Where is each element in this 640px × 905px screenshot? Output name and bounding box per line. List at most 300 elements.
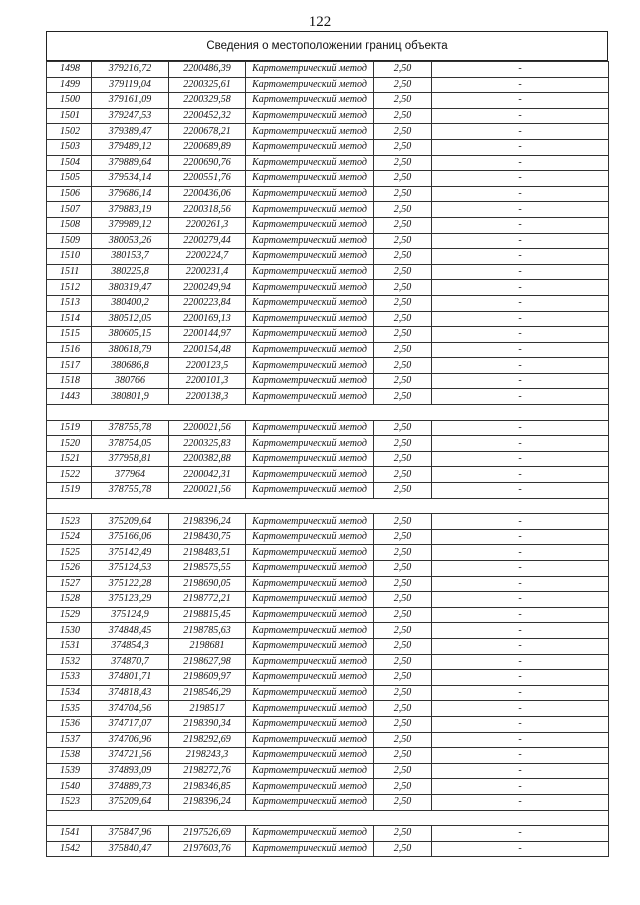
- method: Картометрический метод: [246, 358, 374, 374]
- point-number: 1520: [47, 436, 92, 452]
- table-row: [47, 716, 609, 732]
- table-row: [47, 763, 609, 779]
- description: -: [432, 670, 609, 686]
- point-number: 1507: [47, 202, 92, 218]
- point-number: 1517: [47, 358, 92, 374]
- description: -: [432, 451, 609, 467]
- y-coordinate: 2200021,56: [169, 483, 246, 499]
- description: -: [432, 217, 609, 233]
- y-coordinate: 2198575,55: [169, 561, 246, 577]
- y-coordinate: 2200452,32: [169, 108, 246, 124]
- point-number: 1506: [47, 186, 92, 202]
- x-coordinate: 379489,12: [92, 139, 169, 155]
- point-number: 1515: [47, 327, 92, 343]
- x-coordinate: 379686,14: [92, 186, 169, 202]
- method: Картометрический метод: [246, 826, 374, 842]
- table-row: [47, 467, 609, 483]
- coordinates-table: [46, 61, 609, 857]
- table-row: [47, 420, 609, 436]
- accuracy: 2,50: [374, 264, 432, 280]
- method: Картометрический метод: [246, 529, 374, 545]
- accuracy: 2,50: [374, 716, 432, 732]
- y-coordinate: 2200261,3: [169, 217, 246, 233]
- description: -: [432, 545, 609, 561]
- accuracy: 2,50: [374, 217, 432, 233]
- point-number: 1505: [47, 171, 92, 187]
- table-row: [47, 576, 609, 592]
- description: -: [432, 358, 609, 374]
- point-number: 1511: [47, 264, 92, 280]
- x-coordinate: 380153,7: [92, 249, 169, 265]
- point-number: 1542: [47, 841, 92, 857]
- x-coordinate: 379216,72: [92, 62, 169, 78]
- y-coordinate: 2198690,05: [169, 576, 246, 592]
- description: -: [432, 716, 609, 732]
- table-row: [47, 264, 609, 280]
- y-coordinate: 2200042,31: [169, 467, 246, 483]
- accuracy: 2,50: [374, 249, 432, 265]
- accuracy: 2,50: [374, 342, 432, 358]
- table-row: [47, 701, 609, 717]
- method: Картометрический метод: [246, 139, 374, 155]
- y-coordinate: 2200325,83: [169, 436, 246, 452]
- x-coordinate: 375124,9: [92, 607, 169, 623]
- x-coordinate: 380686,8: [92, 358, 169, 374]
- accuracy: 2,50: [374, 701, 432, 717]
- y-coordinate: 2198292,69: [169, 732, 246, 748]
- y-coordinate: 2200123,5: [169, 358, 246, 374]
- y-coordinate: 2198772,21: [169, 592, 246, 608]
- method: Картометрический метод: [246, 467, 374, 483]
- table-row: [47, 311, 609, 327]
- point-number: 1443: [47, 389, 92, 405]
- point-number: 1523: [47, 514, 92, 530]
- accuracy: 2,50: [374, 638, 432, 654]
- x-coordinate: 374721,56: [92, 748, 169, 764]
- accuracy: 2,50: [374, 389, 432, 405]
- accuracy: 2,50: [374, 576, 432, 592]
- description: -: [432, 748, 609, 764]
- accuracy: 2,50: [374, 139, 432, 155]
- x-coordinate: 377964: [92, 467, 169, 483]
- method: Картометрический метод: [246, 93, 374, 109]
- method: Картометрический метод: [246, 716, 374, 732]
- method: Картометрический метод: [246, 311, 374, 327]
- accuracy: 2,50: [374, 592, 432, 608]
- point-number: 1509: [47, 233, 92, 249]
- y-coordinate: 2200689,89: [169, 139, 246, 155]
- method: Картометрический метод: [246, 264, 374, 280]
- table-row: [47, 654, 609, 670]
- point-number: 1526: [47, 561, 92, 577]
- table-row: [47, 186, 609, 202]
- point-number: 1518: [47, 373, 92, 389]
- y-coordinate: 2200279,44: [169, 233, 246, 249]
- method: Картометрический метод: [246, 389, 374, 405]
- point-number: 1522: [47, 467, 92, 483]
- method: Картометрический метод: [246, 280, 374, 296]
- group-separator: [47, 405, 609, 421]
- point-number: 1519: [47, 420, 92, 436]
- group-separator: [47, 810, 609, 826]
- accuracy: 2,50: [374, 545, 432, 561]
- point-number: 1524: [47, 529, 92, 545]
- accuracy: 2,50: [374, 561, 432, 577]
- table-row: [47, 155, 609, 171]
- y-coordinate: 2198483,51: [169, 545, 246, 561]
- point-number: 1537: [47, 732, 92, 748]
- description: -: [432, 295, 609, 311]
- method: Картометрический метод: [246, 420, 374, 436]
- x-coordinate: 380605,15: [92, 327, 169, 343]
- x-coordinate: 379889,64: [92, 155, 169, 171]
- x-coordinate: 379989,12: [92, 217, 169, 233]
- point-number: 1528: [47, 592, 92, 608]
- y-coordinate: 2200169,13: [169, 311, 246, 327]
- x-coordinate: 375166,06: [92, 529, 169, 545]
- table-body: [47, 62, 609, 857]
- y-coordinate: 2200231,4: [169, 264, 246, 280]
- description: -: [432, 171, 609, 187]
- method: Картометрический метод: [246, 373, 374, 389]
- table-row: [47, 171, 609, 187]
- description: -: [432, 280, 609, 296]
- point-number: 1525: [47, 545, 92, 561]
- y-coordinate: 2198243,3: [169, 748, 246, 764]
- table-row: [47, 217, 609, 233]
- method: Картометрический метод: [246, 794, 374, 810]
- accuracy: 2,50: [374, 529, 432, 545]
- x-coordinate: 379119,04: [92, 77, 169, 93]
- point-number: 1508: [47, 217, 92, 233]
- y-coordinate: 2198546,29: [169, 685, 246, 701]
- y-coordinate: 2198785,63: [169, 623, 246, 639]
- accuracy: 2,50: [374, 373, 432, 389]
- y-coordinate: 2200690,76: [169, 155, 246, 171]
- accuracy: 2,50: [374, 451, 432, 467]
- method: Картометрический метод: [246, 607, 374, 623]
- method: Картометрический метод: [246, 732, 374, 748]
- y-coordinate: 2200382,88: [169, 451, 246, 467]
- method: Картометрический метод: [246, 576, 374, 592]
- description: -: [432, 108, 609, 124]
- table-row: [47, 545, 609, 561]
- method: Картометрический метод: [246, 483, 374, 499]
- method: Картометрический метод: [246, 638, 374, 654]
- y-coordinate: 2200329,58: [169, 93, 246, 109]
- table-row: [47, 373, 609, 389]
- method: Картометрический метод: [246, 623, 374, 639]
- table-row: [47, 623, 609, 639]
- x-coordinate: 380801,9: [92, 389, 169, 405]
- table-row: [47, 249, 609, 265]
- description: -: [432, 685, 609, 701]
- method: Картометрический метод: [246, 295, 374, 311]
- x-coordinate: 375142,49: [92, 545, 169, 561]
- x-coordinate: 374706,96: [92, 732, 169, 748]
- accuracy: 2,50: [374, 623, 432, 639]
- accuracy: 2,50: [374, 108, 432, 124]
- accuracy: 2,50: [374, 171, 432, 187]
- description: -: [432, 529, 609, 545]
- description: -: [432, 124, 609, 140]
- method: Картометрический метод: [246, 545, 374, 561]
- method: Картометрический метод: [246, 108, 374, 124]
- y-coordinate: 2200486,39: [169, 62, 246, 78]
- table-row: [47, 295, 609, 311]
- x-coordinate: 378754,05: [92, 436, 169, 452]
- x-coordinate: 374801,71: [92, 670, 169, 686]
- y-coordinate: 2200144,97: [169, 327, 246, 343]
- page-number: 122: [308, 14, 332, 30]
- table-row: [47, 561, 609, 577]
- description: -: [432, 62, 609, 78]
- table-row: [47, 139, 609, 155]
- method: Картометрический метод: [246, 327, 374, 343]
- point-number: 1514: [47, 311, 92, 327]
- y-coordinate: 2200101,3: [169, 373, 246, 389]
- description: -: [432, 654, 609, 670]
- x-coordinate: 380053,26: [92, 233, 169, 249]
- accuracy: 2,50: [374, 280, 432, 296]
- method: Картометрический метод: [246, 748, 374, 764]
- accuracy: 2,50: [374, 202, 432, 218]
- point-number: 1538: [47, 748, 92, 764]
- method: Картометрический метод: [246, 249, 374, 265]
- point-number: 1499: [47, 77, 92, 93]
- description: -: [432, 841, 609, 857]
- accuracy: 2,50: [374, 607, 432, 623]
- accuracy: 2,50: [374, 311, 432, 327]
- method: Картометрический метод: [246, 654, 374, 670]
- accuracy: 2,50: [374, 685, 432, 701]
- table-row: [47, 327, 609, 343]
- x-coordinate: 379161,09: [92, 93, 169, 109]
- x-coordinate: 374848,45: [92, 623, 169, 639]
- x-coordinate: 379883,19: [92, 202, 169, 218]
- boundary-table: [46, 31, 608, 857]
- description: -: [432, 139, 609, 155]
- point-number: 1534: [47, 685, 92, 701]
- table-row: [47, 607, 609, 623]
- y-coordinate: 2200224,7: [169, 249, 246, 265]
- y-coordinate: 2197603,76: [169, 841, 246, 857]
- y-coordinate: 2198609,97: [169, 670, 246, 686]
- accuracy: 2,50: [374, 62, 432, 78]
- method: Картометрический метод: [246, 217, 374, 233]
- x-coordinate: 380512,05: [92, 311, 169, 327]
- point-number: 1527: [47, 576, 92, 592]
- x-coordinate: 380618,79: [92, 342, 169, 358]
- description: -: [432, 576, 609, 592]
- table-row: [47, 436, 609, 452]
- method: Картометрический метод: [246, 701, 374, 717]
- accuracy: 2,50: [374, 763, 432, 779]
- point-number: 1523: [47, 794, 92, 810]
- x-coordinate: 374818,43: [92, 685, 169, 701]
- method: Картометрический метод: [246, 514, 374, 530]
- description: -: [432, 233, 609, 249]
- x-coordinate: 379389,47: [92, 124, 169, 140]
- table-row: [47, 389, 609, 405]
- x-coordinate: 375124,53: [92, 561, 169, 577]
- table-row: [47, 108, 609, 124]
- x-coordinate: 377958,81: [92, 451, 169, 467]
- accuracy: 2,50: [374, 794, 432, 810]
- table-row: [47, 124, 609, 140]
- x-coordinate: 380319,47: [92, 280, 169, 296]
- point-number: 1539: [47, 763, 92, 779]
- accuracy: 2,50: [374, 93, 432, 109]
- table-row: [47, 280, 609, 296]
- accuracy: 2,50: [374, 233, 432, 249]
- x-coordinate: 375840,47: [92, 841, 169, 857]
- accuracy: 2,50: [374, 420, 432, 436]
- description: -: [432, 93, 609, 109]
- x-coordinate: 380225,8: [92, 264, 169, 280]
- description: -: [432, 186, 609, 202]
- table-row: [47, 77, 609, 93]
- accuracy: 2,50: [374, 732, 432, 748]
- accuracy: 2,50: [374, 841, 432, 857]
- y-coordinate: 2198430,75: [169, 529, 246, 545]
- description: -: [432, 311, 609, 327]
- description: -: [432, 561, 609, 577]
- accuracy: 2,50: [374, 779, 432, 795]
- accuracy: 2,50: [374, 467, 432, 483]
- x-coordinate: 379534,14: [92, 171, 169, 187]
- point-number: 1503: [47, 139, 92, 155]
- x-coordinate: 380400,2: [92, 295, 169, 311]
- description: -: [432, 483, 609, 499]
- point-number: 1521: [47, 451, 92, 467]
- point-number: 1510: [47, 249, 92, 265]
- accuracy: 2,50: [374, 155, 432, 171]
- accuracy: 2,50: [374, 186, 432, 202]
- y-coordinate: 2200021,56: [169, 420, 246, 436]
- y-coordinate: 2200678,21: [169, 124, 246, 140]
- method: Картометрический метод: [246, 342, 374, 358]
- y-coordinate: 2200318,56: [169, 202, 246, 218]
- table-row: [47, 732, 609, 748]
- point-number: 1530: [47, 623, 92, 639]
- point-number: 1536: [47, 716, 92, 732]
- y-coordinate: 2198815,45: [169, 607, 246, 623]
- description: -: [432, 701, 609, 717]
- table-row: [47, 592, 609, 608]
- method: Картометрический метод: [246, 77, 374, 93]
- method: Картометрический метод: [246, 763, 374, 779]
- description: -: [432, 249, 609, 265]
- table-row: [47, 93, 609, 109]
- table-row: [47, 529, 609, 545]
- y-coordinate: 2197526,69: [169, 826, 246, 842]
- x-coordinate: 374893,09: [92, 763, 169, 779]
- point-number: 1502: [47, 124, 92, 140]
- point-number: 1516: [47, 342, 92, 358]
- table-row: [47, 483, 609, 499]
- x-coordinate: 375847,96: [92, 826, 169, 842]
- y-coordinate: 2200138,3: [169, 389, 246, 405]
- description: -: [432, 77, 609, 93]
- y-coordinate: 2198396,24: [169, 794, 246, 810]
- point-number: 1531: [47, 638, 92, 654]
- point-number: 1519: [47, 483, 92, 499]
- x-coordinate: 378755,78: [92, 420, 169, 436]
- y-coordinate: 2200436,06: [169, 186, 246, 202]
- accuracy: 2,50: [374, 826, 432, 842]
- description: -: [432, 420, 609, 436]
- table-row: [47, 685, 609, 701]
- accuracy: 2,50: [374, 124, 432, 140]
- point-number: 1501: [47, 108, 92, 124]
- method: Картометрический метод: [246, 436, 374, 452]
- description: -: [432, 592, 609, 608]
- x-coordinate: 380766: [92, 373, 169, 389]
- table-row: [47, 514, 609, 530]
- description: -: [432, 779, 609, 795]
- table-row: [47, 358, 609, 374]
- description: -: [432, 389, 609, 405]
- x-coordinate: 374854,3: [92, 638, 169, 654]
- table-row: [47, 670, 609, 686]
- description: -: [432, 202, 609, 218]
- accuracy: 2,50: [374, 654, 432, 670]
- x-coordinate: 379247,53: [92, 108, 169, 124]
- accuracy: 2,50: [374, 514, 432, 530]
- method: Картометрический метод: [246, 155, 374, 171]
- point-number: 1529: [47, 607, 92, 623]
- point-number: 1541: [47, 826, 92, 842]
- point-number: 1512: [47, 280, 92, 296]
- y-coordinate: 2198627,98: [169, 654, 246, 670]
- table-row: [47, 794, 609, 810]
- point-number: 1498: [47, 62, 92, 78]
- description: -: [432, 373, 609, 389]
- method: Картометрический метод: [246, 451, 374, 467]
- point-number: 1540: [47, 779, 92, 795]
- description: -: [432, 436, 609, 452]
- method: Картометрический метод: [246, 592, 374, 608]
- x-coordinate: 375209,64: [92, 514, 169, 530]
- method: Картометрический метод: [246, 561, 374, 577]
- point-number: 1513: [47, 295, 92, 311]
- table-row: [47, 451, 609, 467]
- accuracy: 2,50: [374, 483, 432, 499]
- description: -: [432, 623, 609, 639]
- description: -: [432, 155, 609, 171]
- point-number: 1500: [47, 93, 92, 109]
- y-coordinate: 2198517: [169, 701, 246, 717]
- method: Картометрический метод: [246, 186, 374, 202]
- accuracy: 2,50: [374, 327, 432, 343]
- y-coordinate: 2200249,94: [169, 280, 246, 296]
- table-header: Сведения о местоположении границ объекта: [46, 31, 608, 61]
- table-row: [47, 826, 609, 842]
- method: Картометрический метод: [246, 233, 374, 249]
- x-coordinate: 374704,56: [92, 701, 169, 717]
- group-separator: [47, 498, 609, 514]
- y-coordinate: 2200325,61: [169, 77, 246, 93]
- table-row: [47, 748, 609, 764]
- y-coordinate: 2198396,24: [169, 514, 246, 530]
- x-coordinate: 374717,07: [92, 716, 169, 732]
- y-coordinate: 2200154,48: [169, 342, 246, 358]
- description: -: [432, 763, 609, 779]
- accuracy: 2,50: [374, 77, 432, 93]
- accuracy: 2,50: [374, 436, 432, 452]
- y-coordinate: 2200551,76: [169, 171, 246, 187]
